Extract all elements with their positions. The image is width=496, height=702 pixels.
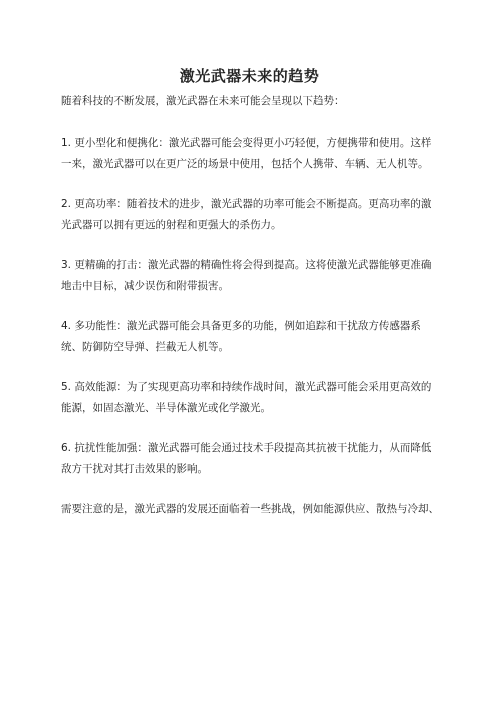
- document-title: 激光武器未来的趋势: [179, 67, 320, 85]
- point-6-paragraph: 6. 抗扰性能加强：激光武器可能会通过技术手段提高其抗被干扰能力，从而降低敌方干扰对其打击效果的影响。: [61, 442, 432, 475]
- point-2-paragraph: 2. 更高功率：随着技术的进步，激光武器的功率可能会不断提高。更高功率的激光武器可以拥有更远的射程和更强大的杀伤力。: [61, 198, 432, 231]
- point-3-paragraph: 3. 更精确的打击：激光武器的精确性将会得到提高。这将使激光武器能够更准确地击中目标，减少误伤和附带损害。: [61, 259, 432, 292]
- point-4-paragraph: 4. 多功能性：激光武器可能会具备更多的功能，例如追踪和干扰敌方传感器系统、防御防空导弹、拦截无人机等。: [61, 320, 421, 353]
- closing-paragraph: 需要注意的是，激光武器的发展还面临着一些挑战，例如能源供应、散热与冷却、: [61, 503, 439, 515]
- intro-paragraph: 随着科技的不断发展，激光武器在未来可能会呈现以下趋势：: [61, 95, 345, 107]
- point-5-paragraph: 5. 高效能源：为了实现更高功率和持续作战时间，激光武器可能会采用更高效的能源，如固态激光、半导体激光或化学激光。: [61, 381, 432, 414]
- point-1-paragraph: 1. 更小型化和便携化：激光武器可能会变得更小巧轻便，方便携带和使用。这样一来，激光武器可以在更广泛的场景中使用，包括个人携带、车辆、无人机等。: [61, 137, 432, 170]
